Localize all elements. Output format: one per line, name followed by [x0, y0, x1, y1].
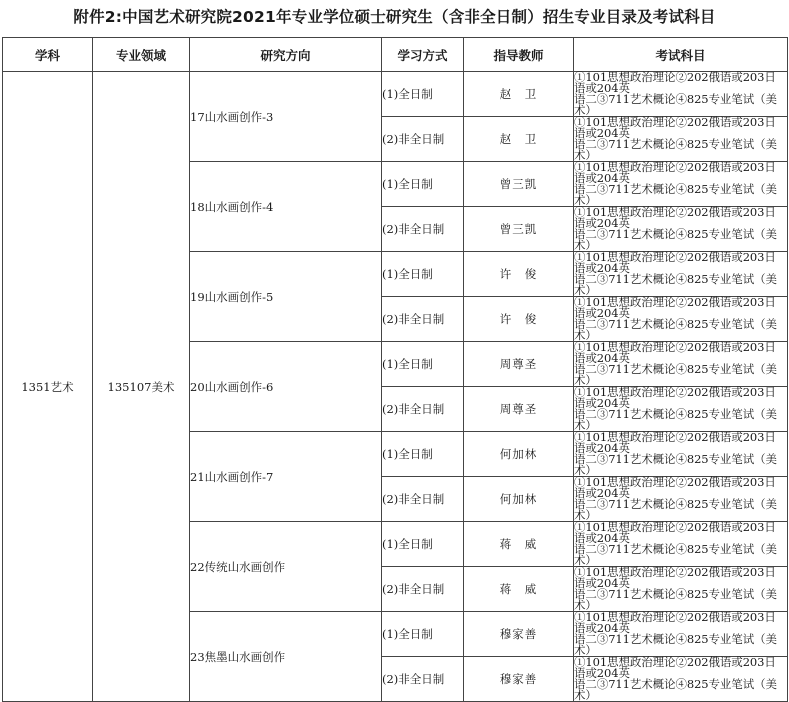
exam-line-2: 语二③711艺术概论④825专业笔试（美术） [574, 227, 777, 252]
exam-line-2: 语二③711艺术概论④825专业笔试（美术） [574, 542, 777, 567]
exam-line-2: 语二③711艺术概论④825专业笔试（美术） [574, 362, 777, 387]
exam-subjects-cell [574, 342, 788, 387]
exam-line-1: ①101思想政治理论②202俄语或203日语或204英 [574, 160, 776, 185]
header-direction: 研究方向 [190, 38, 382, 72]
supervisor-cell: 赵 卫 [464, 72, 574, 117]
exam-line-2: 语二③711艺术概论④825专业笔试（美术） [574, 137, 777, 162]
direction-cell: 23焦墨山水画创作 [190, 612, 382, 702]
table-row [3, 72, 788, 117]
direction-cell: 18山水画创作-4 [190, 162, 382, 252]
exam-subjects-cell [574, 657, 788, 702]
exam-line-1: ①101思想政治理论②202俄语或203日语或204英 [574, 340, 776, 365]
supervisor-cell: 周尊圣 [464, 387, 574, 432]
exam-line-1: ①101思想政治理论②202俄语或203日语或204英 [574, 520, 776, 545]
exam-line-1: ①101思想政治理论②202俄语或203日语或204英 [574, 250, 776, 275]
exam-line-1: ①101思想政治理论②202俄语或203日语或204英 [574, 565, 776, 590]
exam-subjects-cell [574, 117, 788, 162]
header-supervisor: 指导教师 [464, 38, 574, 72]
exam-line-2: 语二③711艺术概论④825专业笔试（美术） [574, 677, 777, 702]
exam-line-2: 语二③711艺术概论④825专业笔试（美术） [574, 182, 777, 207]
supervisor-cell: 赵 卫 [464, 117, 574, 162]
exam-line-2: 语二③711艺术概论④825专业笔试（美术） [574, 272, 777, 297]
exam-line-1: ①101思想政治理论②202俄语或203日语或204英 [574, 115, 776, 140]
exam-line-1: ①101思想政治理论②202俄语或203日语或204英 [574, 655, 776, 680]
exam-line-2: 语二③711艺术概论④825专业笔试（美术） [574, 92, 777, 117]
header-subject: 学科 [3, 38, 93, 72]
exam-line-2: 语二③711艺术概论④825专业笔试（美术） [574, 452, 777, 477]
study-mode-cell: (2)非全日制 [382, 657, 464, 702]
supervisor-cell: 穆家善 [464, 612, 574, 657]
exam-line-1: ①101思想政治理论②202俄语或203日语或204英 [574, 385, 776, 410]
supervisor-cell: 许 俊 [464, 252, 574, 297]
study-mode-cell: (2)非全日制 [382, 567, 464, 612]
exam-line-1: ①101思想政治理论②202俄语或203日语或204英 [574, 295, 776, 320]
exam-line-1: ①101思想政治理论②202俄语或203日语或204英 [574, 70, 776, 95]
field-cell: 135107美术 [93, 72, 190, 702]
exam-subjects-cell [574, 387, 788, 432]
catalog-table [2, 37, 788, 702]
exam-subjects-cell [574, 72, 788, 117]
exam-subjects-cell [574, 297, 788, 342]
exam-line-2: 语二③711艺术概论④825专业笔试（美术） [574, 632, 777, 657]
direction-cell: 22传统山水画创作 [190, 522, 382, 612]
exam-subjects-cell [574, 477, 788, 522]
exam-line-2: 语二③711艺术概论④825专业笔试（美术） [574, 407, 777, 432]
study-mode-cell: (2)非全日制 [382, 387, 464, 432]
exam-subjects-cell [574, 612, 788, 657]
supervisor-cell: 蒋 威 [464, 567, 574, 612]
subject-cell: 1351艺术 [3, 72, 93, 702]
study-mode-cell: (1)全日制 [382, 612, 464, 657]
study-mode-cell: (1)全日制 [382, 72, 464, 117]
study-mode-cell: (2)非全日制 [382, 477, 464, 522]
supervisor-cell: 何加林 [464, 432, 574, 477]
direction-cell: 21山水画创作-7 [190, 432, 382, 522]
exam-line-2: 语二③711艺术概论④825专业笔试（美术） [574, 317, 777, 342]
supervisor-cell: 蒋 威 [464, 522, 574, 567]
exam-subjects-cell [574, 252, 788, 297]
study-mode-cell: (1)全日制 [382, 162, 464, 207]
study-mode-cell: (1)全日制 [382, 432, 464, 477]
exam-subjects-cell [574, 567, 788, 612]
header-exam-subjects: 考试科目 [574, 38, 788, 72]
study-mode-cell: (1)全日制 [382, 252, 464, 297]
direction-cell: 19山水画创作-5 [190, 252, 382, 342]
study-mode-cell: (1)全日制 [382, 522, 464, 567]
supervisor-cell: 曾三凯 [464, 207, 574, 252]
supervisor-cell: 何加林 [464, 477, 574, 522]
page-title: 附件2:中国艺术研究院2021年专业学位硕士研究生（含非全日制）招生专业目录及考试科目 [73, 8, 716, 26]
study-mode-cell: (2)非全日制 [382, 297, 464, 342]
exam-line-1: ①101思想政治理论②202俄语或203日语或204英 [574, 205, 776, 230]
study-mode-cell: (2)非全日制 [382, 207, 464, 252]
supervisor-cell: 周尊圣 [464, 342, 574, 387]
exam-subjects-cell [574, 432, 788, 477]
supervisor-cell: 许 俊 [464, 297, 574, 342]
exam-line-1: ①101思想政治理论②202俄语或203日语或204英 [574, 475, 776, 500]
supervisor-cell: 曾三凯 [464, 162, 574, 207]
header-field: 专业领域 [93, 38, 190, 72]
exam-subjects-cell [574, 162, 788, 207]
supervisor-cell: 穆家善 [464, 657, 574, 702]
exam-line-2: 语二③711艺术概论④825专业笔试（美术） [574, 497, 777, 522]
direction-cell: 20山水画创作-6 [190, 342, 382, 432]
exam-subjects-cell [574, 522, 788, 567]
exam-subjects-cell [574, 207, 788, 252]
header-row [3, 38, 788, 72]
study-mode-cell: (1)全日制 [382, 342, 464, 387]
study-mode-cell: (2)非全日制 [382, 117, 464, 162]
direction-cell: 17山水画创作-3 [190, 72, 382, 162]
header-study-mode: 学习方式 [382, 38, 464, 72]
exam-line-1: ①101思想政治理论②202俄语或203日语或204英 [574, 610, 776, 635]
exam-line-2: 语二③711艺术概论④825专业笔试（美术） [574, 587, 777, 612]
exam-line-1: ①101思想政治理论②202俄语或203日语或204英 [574, 430, 776, 455]
